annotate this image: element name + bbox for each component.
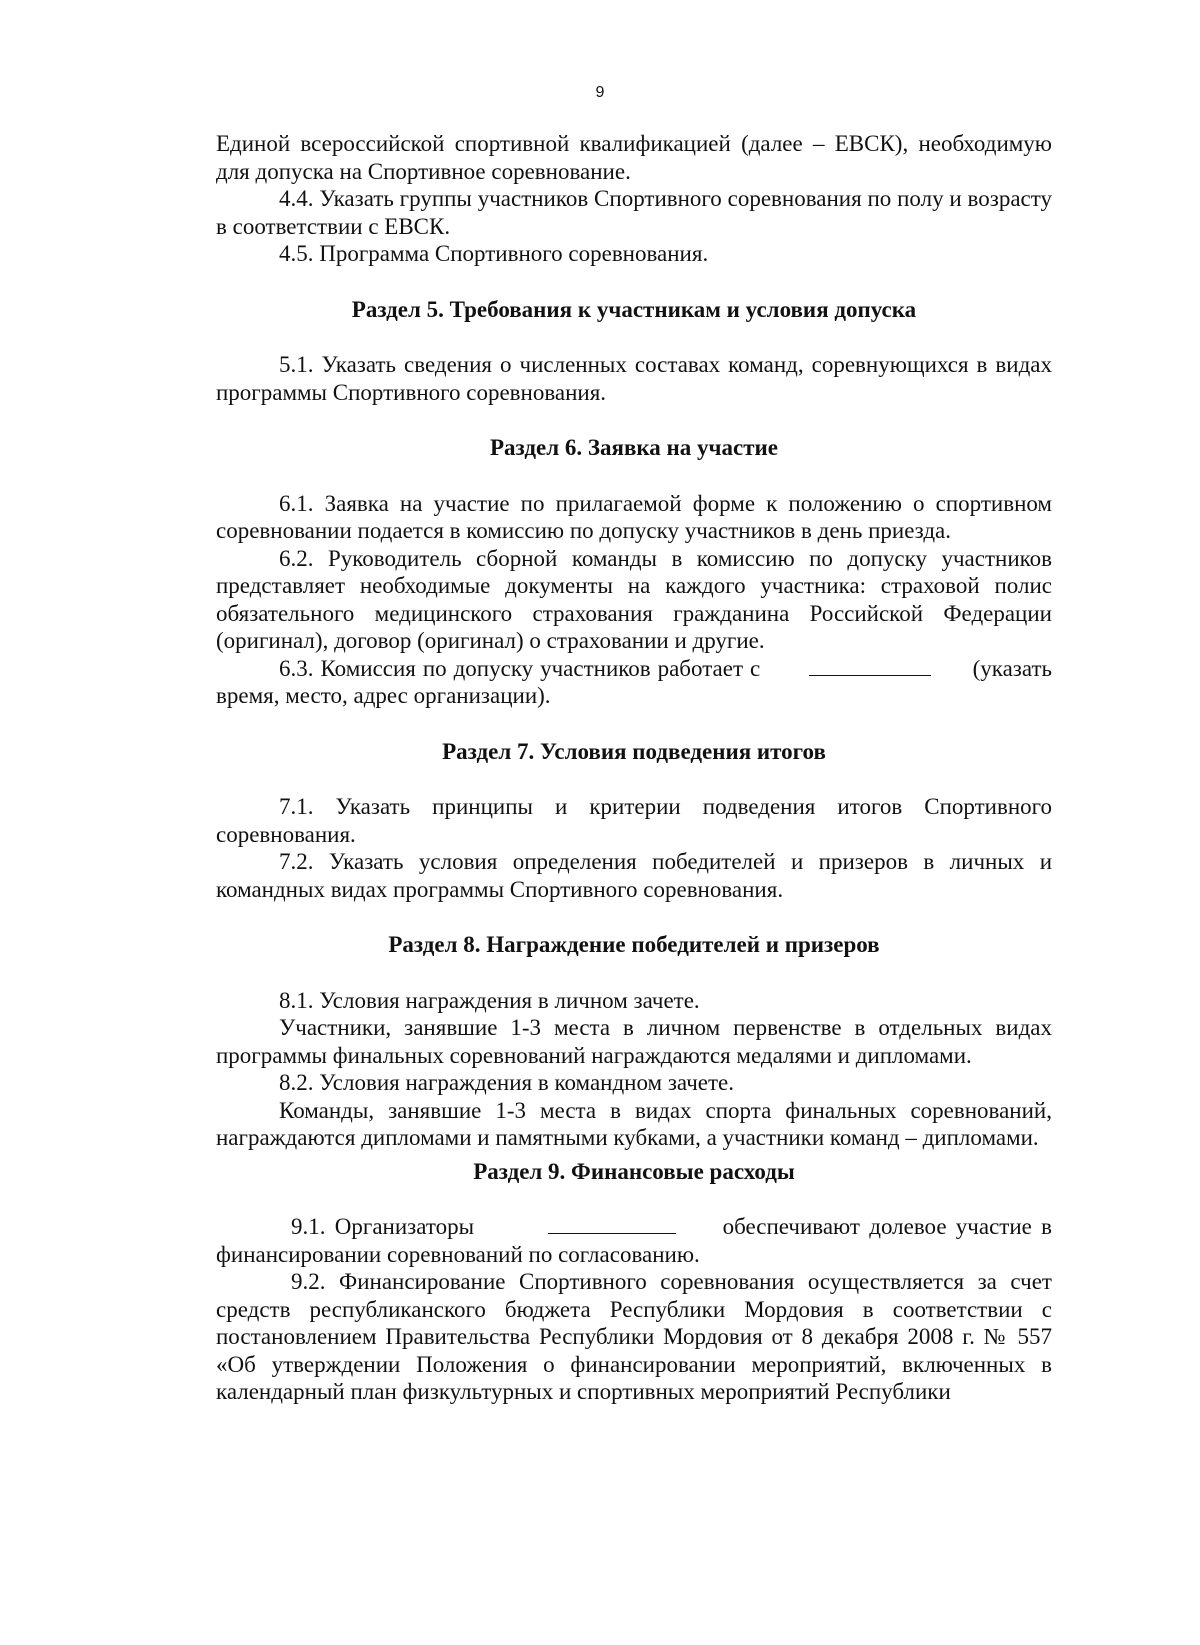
- heading-section-9: Раздел 9. Финансовые расходы: [473, 1158, 795, 1184]
- paragraph-9-1: [216, 1213, 1052, 1268]
- paragraph-continuation: Единой всероссийской спортивной квалификацией (далее – ЕВСК), необходимую для допуска на Спортивное соревнование.: [216, 131, 1052, 184]
- heading-section-7: Раздел 7. Условия подведения итогов: [442, 738, 826, 764]
- heading-section-8: Раздел 8. Награждение победителей и призеров: [388, 932, 880, 957]
- paragraph-6-1: 6.1. Заявка на участие по прилагаемой форме к положению о спортивном соревновании подается в комиссию по допуску участников в день приезда.: [216, 490, 1052, 543]
- blank-line: [548, 1232, 676, 1234]
- heading-section-6: Раздел 6. Заявка на участие: [490, 435, 778, 460]
- paragraph-5-1: 5.1. Указать сведения о численных составах команд, соревнующихся в видах программы Спортивного соревнования.: [216, 352, 1052, 405]
- paragraph-6-2: 6.2. Руководитель сборной команды в комиссию по допуску участников представляет необходимые документы на каждого участника: страховой полис обязательного медицинского страхования гражданина Российской Федерации (оригинал), договор (оригинал) о страховании и другие.: [216, 545, 1052, 653]
- paragraph-6-3-end: (указать время, место, адрес организации).: [216, 655, 1053, 708]
- paragraph-8-1-text: Участники, занявшие 1-3 места в личном первенстве в отдельных видах программы финальных соревнований награждаются медалями и дипломами.: [216, 1015, 1052, 1068]
- paragraph-4-4: 4.4. Указать группы участников Спортивного соревнования по полу и возрасту в соответствии с ЕВСК.: [216, 186, 1052, 239]
- paragraph-6-3-start: 6.3. Комиссия по допуску участников работает с: [279, 655, 761, 681]
- paragraph-9-2: 9.2. Финансирование Спортивного соревнования осуществляется за счет средств республиканского бюджета Республики Мордовия в соответствии с постановлением Правительства Республики Мордовия от 8 декабря 2008 г. № 557 «Об утверждении Положения о финансировании мероприятий, включенных в календарный план физкультурных и спортивных мероприятий Республики: [216, 1269, 1052, 1404]
- paragraph-8-2: 8.2. Условия награждения в командном зачете.: [279, 1070, 734, 1095]
- paragraph-7-2: 7.2. Указать условия определения победителей и призеров в личных и командных видах программы Спортивного соревнования.: [216, 849, 1052, 902]
- paragraph-7-1: 7.1. Указать принципы и критерии подведения итогов Спортивного соревнования.: [216, 794, 1052, 847]
- blank-line: [809, 674, 931, 676]
- heading-section-5: Раздел 5. Требования к участникам и условия допуска: [351, 296, 917, 322]
- paragraph-9-1-start: 9.1. Организаторы: [291, 1214, 475, 1239]
- paragraph-4-5: 4.5. Программа Спортивного соревнования.: [279, 241, 709, 266]
- paragraph-8-1: 8.1. Условия награждения в личном зачете.: [279, 987, 700, 1013]
- paragraph-8-2-text: Команды, занявшие 1-3 места в видах спорта финальных соревнований, награждаются дипломами и памятными кубками, а участники команд – дипломами.: [216, 1097, 1052, 1150]
- paragraph-6-3: [216, 655, 1052, 710]
- document-body: [216, 130, 1052, 1406]
- paragraph-9-1-end: обеспечивают долевое участие в финансировании соревнований по согласованию.: [216, 1214, 1052, 1267]
- page-number: 9: [595, 84, 605, 101]
